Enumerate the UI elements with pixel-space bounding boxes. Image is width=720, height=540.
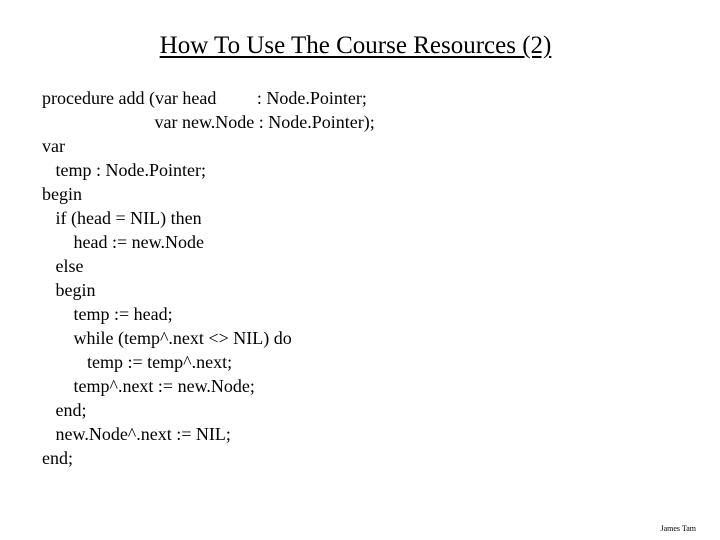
code-line: temp := head; bbox=[42, 304, 173, 324]
code-line: begin bbox=[42, 280, 96, 300]
code-line: else bbox=[42, 256, 84, 276]
code-line: head := new.Node bbox=[42, 232, 204, 252]
slide-title: How To Use The Course Resources (2) bbox=[159, 32, 552, 59]
code-line: while (temp^.next <> NIL) do bbox=[42, 328, 292, 348]
code-line: end; bbox=[42, 400, 87, 420]
code-line: var new.Node : Node.Pointer); bbox=[42, 112, 375, 132]
code-line: var bbox=[42, 136, 65, 156]
code-line: begin bbox=[42, 184, 82, 204]
footer-author: James Tam bbox=[660, 524, 696, 533]
code-line: new.Node^.next := NIL; bbox=[42, 424, 231, 444]
code-line: temp^.next := new.Node; bbox=[42, 376, 255, 396]
code-line: end; bbox=[42, 448, 73, 468]
code-line: temp := temp^.next; bbox=[42, 352, 233, 372]
code-line: if (head = NIL) then bbox=[42, 208, 202, 228]
code-line: temp : Node.Pointer; bbox=[42, 160, 206, 180]
code-block bbox=[42, 86, 375, 470]
code-line: procedure add (var head : Node.Pointer; bbox=[42, 88, 367, 108]
